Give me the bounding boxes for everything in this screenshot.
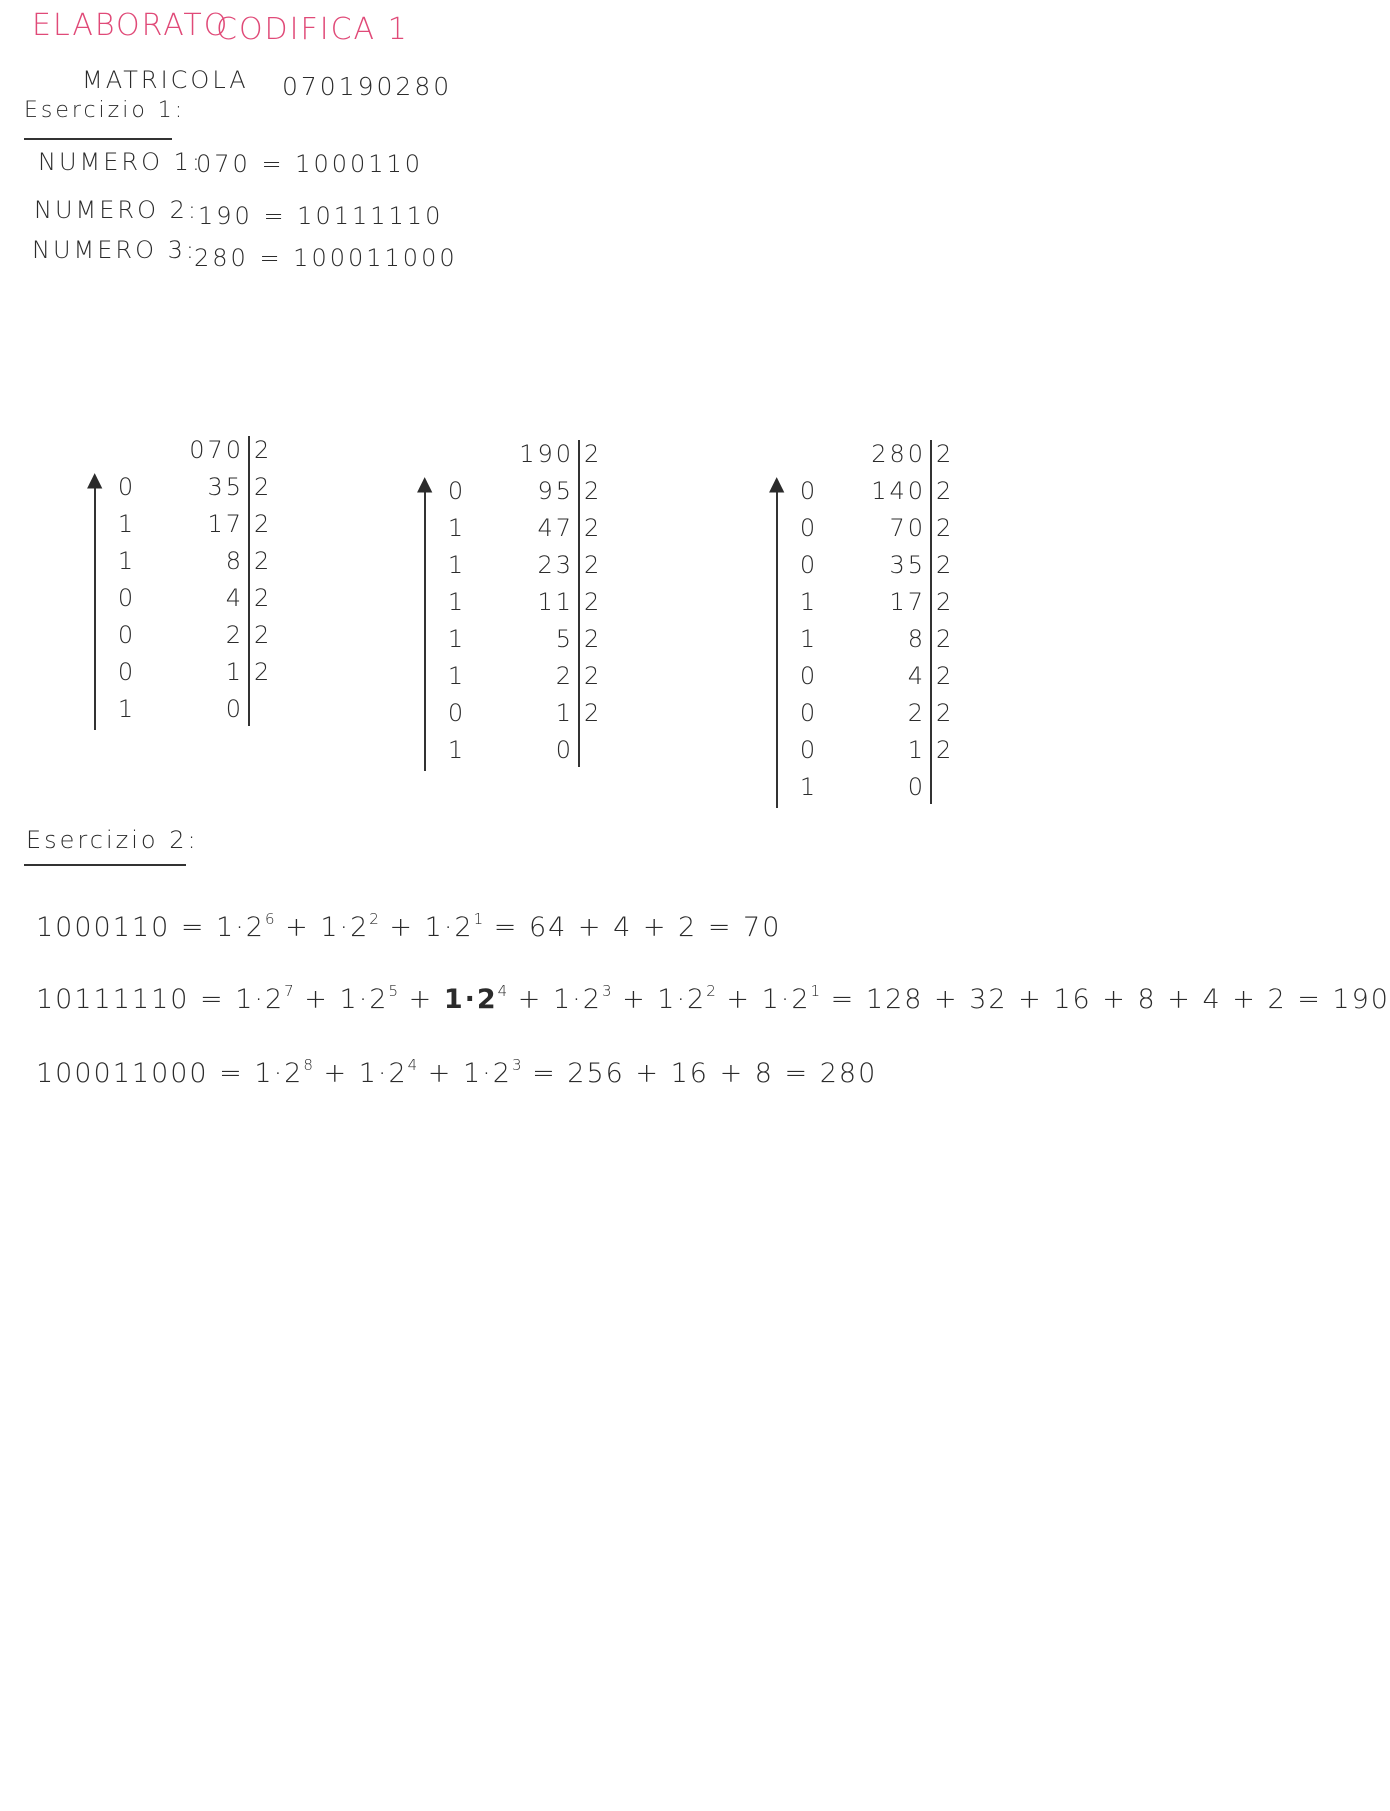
divisor-value: 2 bbox=[584, 625, 603, 653]
remainder-digit: 0 bbox=[117, 473, 137, 501]
numero2-label: NUMERO 2: bbox=[34, 196, 199, 224]
divisor-value: 2 bbox=[254, 547, 273, 575]
title-codifica: CODIFICA 1 bbox=[216, 12, 409, 47]
power-exponent: 3 bbox=[511, 1056, 522, 1074]
quotient-value: 2 bbox=[907, 699, 926, 727]
read-direction-arrow-icon bbox=[776, 485, 778, 808]
power-term: 1·2 bbox=[339, 984, 389, 1015]
divisor-value: 2 bbox=[584, 514, 603, 542]
divisor-value: 2 bbox=[936, 736, 955, 764]
divisor-value: 2 bbox=[936, 514, 955, 542]
matricola-value: 070190280 bbox=[282, 72, 453, 101]
divisor-value: 2 bbox=[936, 477, 955, 505]
operator: + bbox=[611, 984, 658, 1015]
power-term: 1·2 bbox=[235, 984, 285, 1015]
power-exponent: 1 bbox=[810, 982, 821, 1000]
esercizio1-underline bbox=[24, 138, 172, 140]
power-term: 1·2 bbox=[358, 1058, 408, 1089]
remainder-digit: 1 bbox=[447, 662, 467, 690]
quotient-value: 8 bbox=[907, 625, 926, 653]
divisor-value: 2 bbox=[584, 588, 603, 616]
conversion-line-2 bbox=[36, 982, 1390, 1015]
power-exponent: 2 bbox=[369, 910, 379, 928]
divisor-value: 2 bbox=[936, 551, 955, 579]
conversion-line-3 bbox=[36, 1056, 877, 1089]
power-term: 1·2 bbox=[320, 912, 370, 943]
divisor-value: 2 bbox=[584, 551, 603, 579]
remainder-digit: 0 bbox=[799, 551, 819, 579]
quotient-value: 17 bbox=[207, 510, 244, 538]
quotient-value: 0 bbox=[225, 695, 244, 723]
remainder-digit: 1 bbox=[117, 695, 137, 723]
remainder-digit: 1 bbox=[447, 625, 467, 653]
quotient-value: 140 bbox=[871, 477, 926, 505]
divisor-value: 2 bbox=[936, 699, 955, 727]
numero1-label: NUMERO 1: bbox=[38, 148, 203, 176]
remainder-digit: 1 bbox=[447, 514, 467, 542]
power-term: 1·2 bbox=[424, 912, 474, 943]
divisor-value: 2 bbox=[254, 584, 273, 612]
remainder-digit: 1 bbox=[799, 625, 819, 653]
divisor-value: 2 bbox=[254, 621, 273, 649]
power-term: 1·2 bbox=[657, 984, 707, 1015]
conversion-line-1 bbox=[36, 910, 781, 943]
quotient-value: 1 bbox=[225, 658, 244, 686]
operator: + bbox=[715, 984, 762, 1015]
power-exponent: 1 bbox=[473, 910, 484, 928]
numero2-value: 190 = 10111110 bbox=[198, 202, 444, 230]
operator: + bbox=[398, 984, 444, 1015]
remainder-digit: 1 bbox=[447, 551, 467, 579]
quotient-value: 280 bbox=[871, 440, 926, 468]
power-term: 1·2 bbox=[553, 984, 602, 1015]
power-exponent: 5 bbox=[388, 982, 399, 1000]
operator: = bbox=[483, 912, 519, 943]
quotient-value: 95 bbox=[537, 477, 574, 505]
esercizio2-underline bbox=[24, 864, 186, 866]
title-elaborato: ELABORATO bbox=[32, 8, 230, 43]
power-term: 1·2 bbox=[254, 1058, 304, 1089]
esercizio2-heading: Esercizio 2: bbox=[26, 826, 199, 854]
quotient-value: 2 bbox=[225, 621, 244, 649]
power-exponent: 6 bbox=[265, 910, 275, 928]
arrow-head-icon: ▲ bbox=[87, 467, 103, 491]
remainder-digit: 0 bbox=[799, 736, 819, 764]
quotient-value: 4 bbox=[907, 662, 926, 690]
divisor-value: 2 bbox=[584, 477, 603, 505]
remainder-digit: 0 bbox=[799, 477, 819, 505]
power-exponent: 2 bbox=[706, 982, 716, 1000]
operator: + bbox=[312, 1058, 359, 1089]
divisor-value: 2 bbox=[254, 658, 273, 686]
read-direction-arrow-icon bbox=[424, 485, 426, 771]
arrow-head-icon: ▲ bbox=[417, 471, 433, 495]
matricola-label: MATRICOLA bbox=[82, 66, 249, 94]
binary-value: 100011000 = bbox=[36, 1058, 255, 1089]
quotient-value: 17 bbox=[889, 588, 926, 616]
power-exponent: 4 bbox=[407, 1056, 418, 1074]
remainder-digit: 0 bbox=[447, 699, 467, 727]
remainder-digit: 0 bbox=[799, 699, 819, 727]
decimal-result: 256 + 16 + 8 = 280 bbox=[556, 1058, 878, 1089]
quotient-value: 35 bbox=[207, 473, 244, 501]
numero3-value: 280 = 100011000 bbox=[194, 244, 458, 272]
operator: = bbox=[521, 1058, 557, 1089]
remainder-digit: 0 bbox=[117, 658, 137, 686]
divisor-value: 2 bbox=[254, 510, 273, 538]
quotient-value: 1 bbox=[555, 699, 574, 727]
quotient-value: 70 bbox=[889, 514, 926, 542]
power-term: 1·2 bbox=[761, 984, 811, 1015]
operator: = bbox=[820, 984, 856, 1015]
division-bar bbox=[930, 440, 932, 804]
remainder-digit: 1 bbox=[117, 547, 137, 575]
remainder-digit: 1 bbox=[799, 773, 819, 801]
operator: + bbox=[378, 912, 425, 943]
remainder-digit: 0 bbox=[117, 584, 137, 612]
operator: + bbox=[274, 912, 321, 943]
quotient-value: 0 bbox=[555, 736, 574, 764]
remainder-digit: 1 bbox=[117, 510, 137, 538]
remainder-digit: 1 bbox=[799, 588, 819, 616]
power-exponent: 4 bbox=[497, 982, 508, 1000]
power-exponent: 7 bbox=[284, 982, 294, 1000]
quotient-value: 23 bbox=[537, 551, 574, 579]
decimal-result: 64 + 4 + 2 = 70 bbox=[518, 912, 782, 943]
arrow-head-icon: ▲ bbox=[769, 471, 785, 495]
remainder-digit: 1 bbox=[447, 736, 467, 764]
division-bar bbox=[248, 436, 250, 726]
divisor-value: 2 bbox=[254, 436, 273, 464]
operator: + bbox=[507, 984, 553, 1015]
binary-value: 10111110 = bbox=[36, 984, 236, 1015]
remainder-digit: 0 bbox=[447, 477, 467, 505]
power-exponent: 8 bbox=[303, 1056, 313, 1074]
divisor-value: 2 bbox=[936, 440, 955, 468]
divisor-value: 2 bbox=[936, 625, 955, 653]
quotient-value: 190 bbox=[519, 440, 574, 468]
quotient-value: 1 bbox=[907, 736, 926, 764]
quotient-value: 2 bbox=[555, 662, 574, 690]
power-exponent: 3 bbox=[601, 982, 612, 1000]
read-direction-arrow-icon bbox=[94, 481, 96, 730]
divisor-value: 2 bbox=[254, 473, 273, 501]
numero3-label: NUMERO 3: bbox=[32, 236, 197, 264]
quotient-value: 8 bbox=[225, 547, 244, 575]
remainder-digit: 1 bbox=[447, 588, 467, 616]
quotient-value: 4 bbox=[225, 584, 244, 612]
operator: + bbox=[293, 984, 340, 1015]
decimal-result: 128 + 32 + 16 + 8 + 4 + 2 = 190 bbox=[855, 984, 1390, 1015]
quotient-value: 47 bbox=[537, 514, 574, 542]
quotient-value: 5 bbox=[555, 625, 574, 653]
numero1-value: 070 = 1000110 bbox=[196, 150, 424, 178]
quotient-value: 0 bbox=[907, 773, 926, 801]
divisor-value: 2 bbox=[936, 588, 955, 616]
divisor-value: 2 bbox=[584, 662, 603, 690]
quotient-value: 35 bbox=[889, 551, 926, 579]
quotient-value: 070 bbox=[189, 436, 244, 464]
remainder-digit: 0 bbox=[799, 514, 819, 542]
operator: + bbox=[417, 1058, 463, 1089]
division-bar bbox=[578, 440, 580, 767]
power-term: 1·2 bbox=[443, 984, 498, 1015]
divisor-value: 2 bbox=[584, 699, 603, 727]
power-term: 1·2 bbox=[216, 912, 265, 943]
remainder-digit: 0 bbox=[799, 662, 819, 690]
divisor-value: 2 bbox=[584, 440, 603, 468]
binary-value: 1000110 = bbox=[36, 912, 217, 943]
quotient-value: 11 bbox=[537, 588, 574, 616]
power-term: 1·2 bbox=[463, 1058, 512, 1089]
esercizio1-heading: Esercizio 1: bbox=[24, 98, 186, 123]
remainder-digit: 0 bbox=[117, 621, 137, 649]
divisor-value: 2 bbox=[936, 662, 955, 690]
